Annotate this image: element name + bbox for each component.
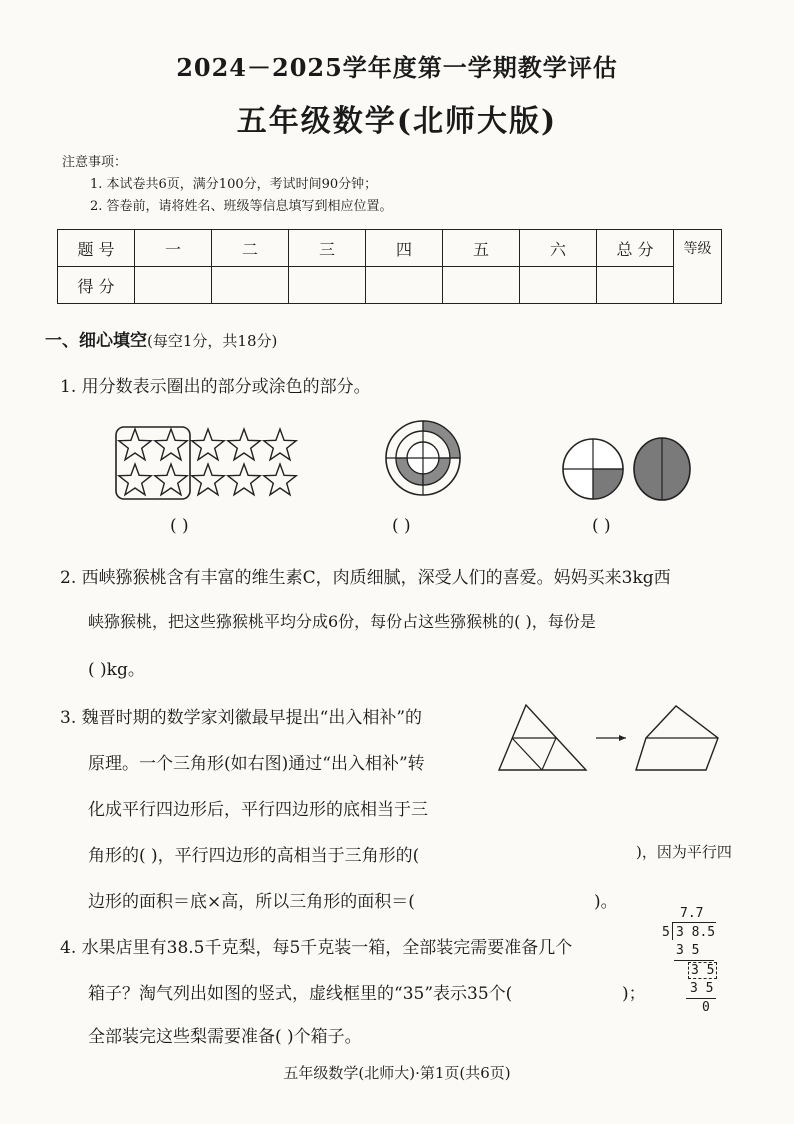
question-4-line-2b: )；	[622, 984, 646, 1004]
star-icon	[155, 429, 187, 460]
long-division	[660, 906, 722, 1026]
question-1-text: 1. 用分数表示圈出的部分或涂色的部分。	[60, 377, 371, 397]
question-2-line-2: 峡猕猴桃，把这些猕猴桃平均分成6份，每份占这些猕猴桃的( )，每份是	[88, 612, 596, 631]
score-cell-5[interactable]	[443, 267, 520, 304]
col-6: 六	[520, 230, 597, 267]
question-4-line-3: 全部装完这些梨需要准备( )个箱子。	[88, 1027, 362, 1047]
col-1: 一	[135, 230, 212, 267]
col-4: 四	[366, 230, 443, 267]
stars-figure	[112, 424, 302, 504]
note-item-1: 1. 本试卷共6页，满分100分，考试时间90分钟；	[90, 177, 378, 192]
star-icon	[119, 429, 151, 460]
section-points: (每空1分，共18分)	[147, 332, 278, 350]
question-2-line-3: ( )kg。	[88, 660, 145, 680]
question-3-line-4b: )，因为平行四	[636, 843, 732, 861]
division-divisor: 5	[662, 925, 670, 940]
score-cell-6[interactable]	[520, 267, 597, 304]
row-label-score: 得 分	[58, 267, 135, 304]
page-footer: 五年级数学(北师大)·第1页(共6页)	[283, 1064, 511, 1082]
question-3-line-5a: 边形的面积＝底×高，所以三角形的面积＝(	[88, 892, 415, 912]
question-2-line-1: 2. 西峡猕猴桃含有丰富的维生素C，肉质细腻，深受人们的喜爱。妈妈买来3kg西	[60, 568, 671, 588]
division-step-2: 3 5	[690, 981, 714, 996]
question-3-line-5b: )。	[594, 892, 618, 912]
col-5: 五	[443, 230, 520, 267]
exam-title: 2024－2025学年度第一学期教学评估	[176, 53, 618, 82]
star-icon	[228, 429, 260, 460]
star-icon	[192, 464, 224, 495]
col-total: 总 分	[597, 230, 674, 267]
col-3: 三	[289, 230, 366, 267]
row-label-question-number: 题 号	[58, 230, 135, 267]
notes-label: 注意事项：	[62, 155, 128, 170]
section-heading	[45, 326, 277, 351]
col-2: 二	[212, 230, 289, 267]
division-step-1: 3 5	[676, 943, 700, 958]
division-dividend: 3 8.5	[676, 925, 716, 940]
q1-blank-1[interactable]: ( )	[170, 516, 189, 536]
division-final: 0	[702, 1000, 710, 1015]
rings-figure	[383, 418, 463, 498]
star-icon	[228, 464, 260, 495]
triangle-to-parallelogram-figure	[496, 700, 726, 775]
star-icon	[264, 464, 296, 495]
score-table-score-row	[58, 267, 722, 304]
score-cell-2[interactable]	[212, 267, 289, 304]
star-icon	[155, 464, 187, 495]
score-cell-total[interactable]	[597, 267, 674, 304]
score-table	[57, 229, 722, 304]
question-3-line-1: 3. 魏晋时期的数学家刘徽最早提出“出入相补”的	[60, 708, 423, 728]
star-icon	[192, 429, 224, 460]
q1-blank-2[interactable]: ( )	[392, 516, 411, 536]
question-3-line-2: 原理。一个三角形(如右图)通过“出入相补”转	[88, 754, 425, 774]
score-cell-3[interactable]	[289, 267, 366, 304]
score-cell-1[interactable]	[135, 267, 212, 304]
question-4-line-2a: 箱子？淘气列出如图的竖式，虚线框里的“35”表示35个(	[88, 984, 513, 1004]
q1-blank-3[interactable]: ( )	[592, 516, 611, 536]
score-table-header-row	[58, 230, 722, 267]
star-icon	[264, 429, 296, 460]
note-item-2: 2. 答卷前，请将姓名、班级等信息填写到相应位置。	[90, 199, 393, 214]
exam-subtitle: 五年级数学(北师大版)	[236, 104, 558, 139]
star-icon	[119, 464, 151, 495]
question-4-line-1: 4. 水果店里有38.5千克梨，每5千克装一箱，全部装完需要准备几个	[60, 938, 573, 958]
division-dashed-box-35: 3 5	[688, 962, 717, 979]
division-quotient: 7.7	[680, 906, 704, 921]
question-3-line-4a: 角形的( )，平行四边形的高相当于三角形的(	[88, 846, 420, 866]
section-title: 一、细心填空	[45, 331, 147, 351]
question-3-line-3: 化成平行四边形后，平行四边形的底相当于三	[88, 800, 428, 820]
col-grade: 等级	[674, 230, 722, 304]
score-cell-4[interactable]	[366, 267, 443, 304]
circles-figure	[560, 435, 695, 505]
